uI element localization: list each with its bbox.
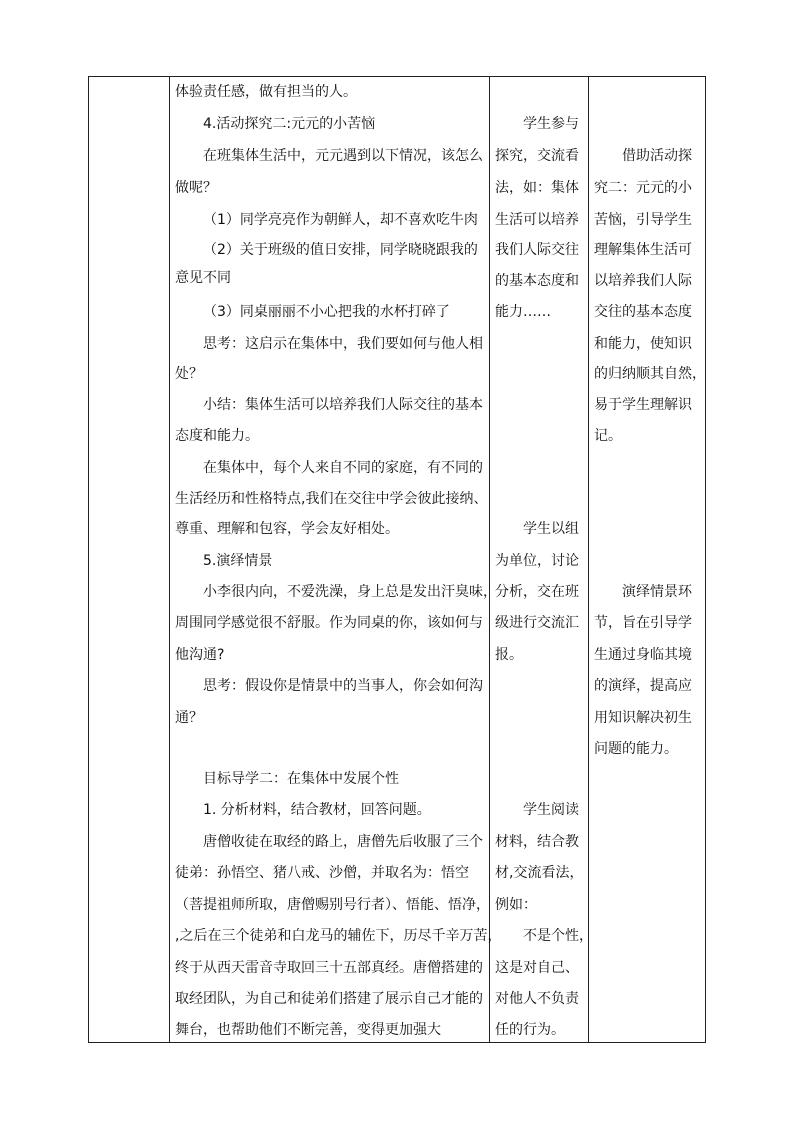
intent-line: 的演绎，提高应 (594, 678, 692, 694)
content-line: 周围同学感觉很不舒服。作为同桌的你，该如何与 (175, 615, 483, 631)
intent-line: 问题的能力。 (594, 741, 678, 757)
student-line: 材,交流看法， (495, 865, 584, 881)
content-line: 思考：假设你是情景中的当事人，你会如何沟 (203, 678, 483, 694)
content-line: 态度和能力。 (175, 428, 259, 444)
content-line: 生活经历和性格特点,我们在交往中学会彼此接纳、 (175, 491, 488, 507)
student-line: 我们人际交往 (495, 242, 579, 258)
intent-line: 易于学生理解识 (594, 397, 692, 413)
student-line: 任的行为。 (495, 1022, 565, 1038)
student-line: 生活可以培养 (495, 212, 579, 228)
content-line: 小李很内向，不爱洗澡，身上总是发出汗臭味， (203, 584, 497, 600)
content-line: （2）关于班级的值日安排，同学晓晓跟我的 (203, 242, 478, 258)
intent-line: 理解集体生活可 (594, 242, 692, 258)
student-line: 法，如：集体 (495, 180, 579, 196)
intent-line: 用知识解决初生 (594, 710, 692, 726)
intent-line: 以培养我们人际 (594, 273, 692, 289)
content-line: 思考：这启示在集体中，我们要如何与他人相 (203, 336, 483, 352)
teaching-content-column (169, 77, 502, 1042)
content-line: 在集体中，每个人来自不同的家庭，有不同的 (203, 460, 483, 476)
intent-line: 节，旨在引导学 (594, 615, 692, 631)
intent-line: 生通过身临其境 (594, 647, 692, 663)
content-line: （3）同桌丽丽不小心把我的水杯打碎了 (203, 304, 450, 320)
student-line: 对他人不负责 (495, 991, 579, 1007)
student-line: 探究，交流看 (495, 148, 579, 164)
content-line: 意见不同 (175, 270, 231, 286)
student-line: 不是个性， (523, 928, 593, 944)
student-line: 级进行交流汇 (495, 615, 579, 631)
intent-line: 演绎情景环 (622, 584, 692, 600)
content-line: 终于从西天雷音寺取回三十五部真经。唐僧搭建的 (175, 960, 483, 976)
intent-line: 和能力，使知识 (594, 336, 692, 352)
student-line: 的基本态度和 (495, 273, 579, 289)
content-line: 4.活动探究二:元元的小苦恼 (203, 116, 376, 132)
content-line: 取经团队，为自己和徒弟们搭建了展示自己才能的 (175, 991, 483, 1007)
content-line: ,之后在三个徒弟和白龙马的辅佐下，历尽千辛万苦， (175, 928, 502, 944)
content-line: 处？ (175, 366, 203, 382)
student-line: 报。 (495, 647, 523, 663)
content-line: （菩提祖师所取，唐僧赐别号行者）、悟能、悟净， (175, 897, 490, 913)
intent-line: 交往的基本态度 (594, 304, 692, 320)
content-line: 舞台，也帮助他们不断完善，变得更加强大 (175, 1022, 441, 1038)
content-line: 1. 分析材料，结合教材，回答问题。 (203, 802, 431, 818)
intent-line: 记。 (594, 428, 622, 444)
student-line: 这是对自己、 (495, 960, 579, 976)
lesson-plan-table (88, 76, 706, 1043)
content-line: 做呢？ (175, 180, 217, 196)
section-heading: 目标导学二：在集体中发展个性 (203, 771, 399, 787)
stage-column (89, 77, 169, 1042)
content-line: 唐僧收徒在取经的路上，唐僧先后收服了三个 (203, 834, 483, 850)
student-activity-column (489, 77, 593, 1042)
student-line: 学生参与 (523, 116, 579, 132)
intent-line: 苦恼，引导学生 (594, 212, 692, 228)
content-line: 体验责任感，做有担当的人。 (175, 84, 357, 100)
student-line: 学生以组 (523, 521, 579, 537)
student-line: 例如： (495, 897, 537, 913)
content-line: 5.演绎情景 (203, 553, 273, 569)
content-line: 通？ (175, 710, 203, 726)
content-line: 在班集体生活中，元元遇到以下情况，该怎么 (203, 148, 483, 164)
content-line: 徒弟：孙悟空、猪八戒、沙僧，并取名为：悟空 (175, 865, 469, 881)
content-line: （1）同学亮亮作为朝鲜人，却不喜欢吃牛肉 (203, 212, 478, 228)
intent-line: 究二：元元的小 (594, 180, 692, 196)
student-line: 能力…… (495, 304, 551, 320)
content-line: 他沟通? (175, 647, 225, 663)
student-line: 为单位，讨论 (495, 553, 579, 569)
intent-line: 的归纳顺其自然， (594, 366, 706, 382)
design-intent-column (588, 77, 705, 1042)
intent-line: 借助活动探 (622, 148, 692, 164)
student-line: 分析，交在班 (495, 584, 579, 600)
content-line: 尊重、理解和包容，学会友好相处。 (175, 521, 399, 537)
content-line: 小结：集体生活可以培养我们人际交往的基本 (203, 397, 483, 413)
student-line: 学生阅读 (523, 802, 579, 818)
student-line: 材料，结合教 (495, 834, 579, 850)
